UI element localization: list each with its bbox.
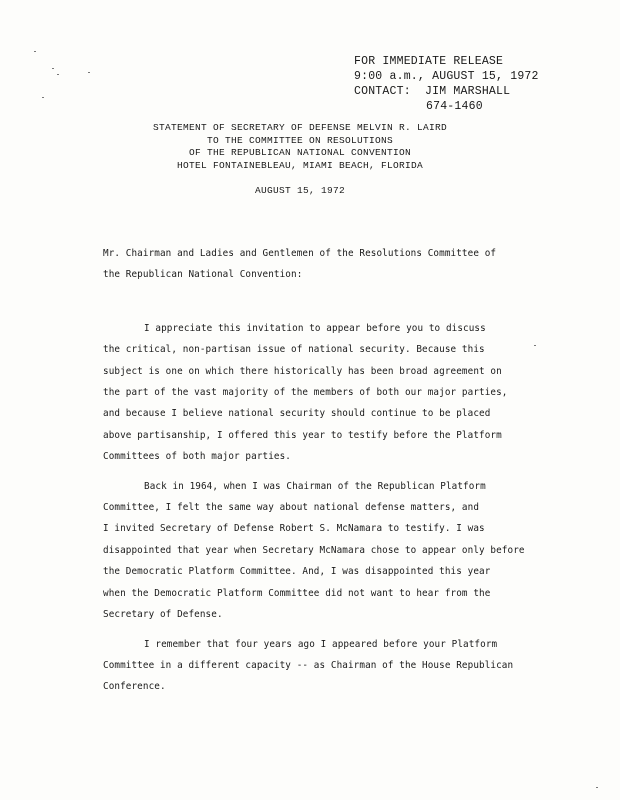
release-contact: CONTACT: JIM MARSHALL xyxy=(354,85,511,98)
text-line: Mr. Chairman and Ladies and Gentlemen of the Resolutions Committee of xyxy=(103,248,497,259)
scan-speck xyxy=(34,51,36,52)
text-line: Committee, I felt the same way about national defense matters, and xyxy=(103,502,480,514)
text-line: the part of the vast majority of the members of both our major parties, xyxy=(103,387,508,399)
text-line: above partisanship, I offered this year to testify before the Platform xyxy=(103,429,502,441)
release-label: FOR IMMEDIATE RELEASE xyxy=(354,55,504,68)
scan-speck xyxy=(42,97,44,98)
scan-speck xyxy=(88,72,90,73)
text-line: the critical, non-partisan issue of national security. Because this xyxy=(103,344,485,356)
text-line: the Democratic Platform Committee. And, I was disappointed this year xyxy=(103,566,491,578)
text-line: when the Democratic Platform Committee did not want to hear from the xyxy=(103,587,491,599)
text-line: subject is one on which there historically has been broad agreement on xyxy=(103,365,502,377)
paragraph xyxy=(103,476,573,626)
text-line: disappointed that year when Secretary McNamara chose to appear only before xyxy=(103,544,525,556)
scan-speck xyxy=(52,68,54,69)
salutation xyxy=(103,243,573,286)
text-line: I appreciate this invitation to appear before you to discuss xyxy=(144,322,486,334)
release-phone: 674-1460 xyxy=(426,100,483,113)
heading-line: OF THE REPUBLICAN NATIONAL CONVENTION xyxy=(188,147,412,158)
text-line: Conference. xyxy=(103,681,166,693)
text-line: the Republican National Convention: xyxy=(103,269,303,281)
release-time: 9:00 a.m., AUGUST 15, 1972 xyxy=(354,70,539,83)
heading-line: TO THE COMMITTEE ON RESOLUTIONS xyxy=(206,134,394,146)
heading-line: STATEMENT OF SECRETARY OF DEFENSE MELVIN R. LAIRD xyxy=(152,122,448,133)
statement-date: AUGUST 15, 1972 xyxy=(254,185,345,196)
text-line: and because I believe national security should continue to be placed xyxy=(103,408,491,420)
paragraph xyxy=(103,318,573,468)
press-release-block xyxy=(354,54,539,114)
text-line: Back in 1964, when I was Chairman of the Republican Platform xyxy=(144,480,486,492)
text-line: I invited Secretary of Defense Robert S. McNamara to testify. I was xyxy=(103,523,485,535)
text-line: Committee in a different capacity -- as Chairman of the House Republican xyxy=(103,659,514,671)
text-line: I remember that four years ago I appeared before your Platform xyxy=(144,638,498,650)
heading-line: HOTEL FONTAINEBLEAU, MIAMI BEACH, FLORIDA xyxy=(176,159,424,171)
scan-speck xyxy=(596,787,598,788)
statement-heading xyxy=(150,122,450,172)
paragraph xyxy=(103,634,573,698)
statement-body xyxy=(103,243,573,706)
text-line: Secretary of Defense. xyxy=(103,609,223,621)
text-line: Committees of both major parties. xyxy=(103,451,292,463)
scan-speck xyxy=(57,74,59,75)
